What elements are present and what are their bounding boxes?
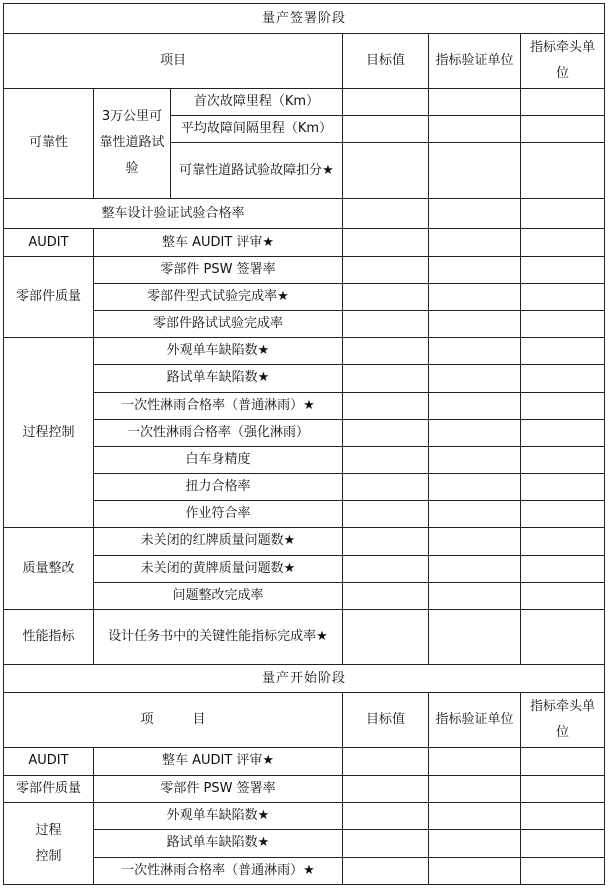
table-row <box>4 830 605 857</box>
value-cell <box>429 528 521 555</box>
table-row <box>4 338 605 365</box>
value-cell <box>521 857 605 884</box>
table-cell: 外观单车缺陷数★ <box>94 338 343 365</box>
table-cell: 整车 AUDIT 评审★ <box>94 747 343 775</box>
table-cell: 路试单车缺陷数★ <box>94 365 343 392</box>
value-cell <box>429 199 521 229</box>
table-row <box>4 528 605 555</box>
table-cell: 平均故障间隔里程（Km） <box>171 115 343 142</box>
table-row <box>4 501 605 528</box>
table-row <box>4 857 605 884</box>
value-cell <box>343 229 429 256</box>
value-cell <box>343 555 429 582</box>
value-cell <box>429 474 521 501</box>
value-cell <box>521 419 605 446</box>
value-cell <box>343 115 429 142</box>
process-label: 过程控制 <box>4 338 94 528</box>
value-cell <box>343 365 429 392</box>
value-cell <box>429 229 521 256</box>
value-cell <box>343 803 429 830</box>
stage1-title: 量产签署阶段 <box>4 4 605 34</box>
header-item: 项目 <box>4 34 343 88</box>
table-cell: 设计任务书中的关键性能指标完成率★ <box>94 609 343 664</box>
value-cell <box>521 803 605 830</box>
header-lead-unit: 指标牵头单位 <box>521 34 605 88</box>
value-cell <box>521 283 605 310</box>
table-row <box>4 311 605 338</box>
value-cell <box>429 446 521 473</box>
value-cell <box>429 582 521 609</box>
value-cell <box>521 256 605 283</box>
table-cell: 路试单车缺陷数★ <box>94 830 343 857</box>
value-cell <box>343 199 429 229</box>
table-cell: 零部件 PSW 签署率 <box>94 776 343 803</box>
value-cell <box>429 609 521 664</box>
value-cell <box>521 338 605 365</box>
value-cell <box>343 528 429 555</box>
header-verify-unit: 指标验证单位 <box>429 693 521 747</box>
value-cell <box>521 776 605 803</box>
value-cell <box>429 88 521 115</box>
table-cell: 扭力合格率 <box>94 474 343 501</box>
quality-indicator-table <box>3 3 605 885</box>
table-cell: 白车身精度 <box>94 446 343 473</box>
value-cell <box>343 501 429 528</box>
value-cell <box>521 142 605 198</box>
table-row <box>4 365 605 392</box>
reliability-label: 可靠性 <box>4 88 94 199</box>
value-cell <box>343 142 429 198</box>
value-cell <box>429 365 521 392</box>
value-cell <box>429 803 521 830</box>
header-target: 目标值 <box>343 34 429 88</box>
value-cell <box>521 747 605 775</box>
stage1-title-row <box>4 4 605 34</box>
value-cell <box>521 474 605 501</box>
stage2-title-row <box>4 665 605 693</box>
audit-label: AUDIT <box>4 747 94 775</box>
table-cell: 可靠性道路试验故障扣分★ <box>171 142 343 198</box>
table-row <box>4 392 605 419</box>
value-cell <box>521 229 605 256</box>
value-cell <box>429 419 521 446</box>
table-row <box>4 283 605 310</box>
table-row <box>4 419 605 446</box>
value-cell <box>429 501 521 528</box>
header-lead-unit: 指标牵头单位 <box>521 693 605 747</box>
reliability-sub-label: 3万公里可靠性道路试验 <box>94 88 171 199</box>
value-cell <box>343 609 429 664</box>
table-cell: 零部件型式试验完成率★ <box>94 283 343 310</box>
audit-label: AUDIT <box>4 229 94 256</box>
table-cell: 外观单车缺陷数★ <box>94 803 343 830</box>
table-cell: 零部件 PSW 签署率 <box>94 256 343 283</box>
table-row <box>4 555 605 582</box>
value-cell <box>343 830 429 857</box>
process-label: 过程控制 <box>4 803 94 885</box>
table-row <box>4 446 605 473</box>
value-cell <box>429 115 521 142</box>
table-cell: 未关闭的黄牌质量问题数★ <box>94 555 343 582</box>
value-cell <box>429 311 521 338</box>
value-cell <box>343 446 429 473</box>
table-row <box>4 88 605 115</box>
value-cell <box>429 142 521 198</box>
value-cell <box>521 830 605 857</box>
value-cell <box>343 392 429 419</box>
value-cell <box>429 747 521 775</box>
value-cell <box>343 311 429 338</box>
value-cell <box>343 419 429 446</box>
value-cell <box>521 365 605 392</box>
stage2-header-row <box>4 693 605 747</box>
value-cell <box>521 392 605 419</box>
table-cell: 一次性淋雨合格率（强化淋雨） <box>94 419 343 446</box>
value-cell <box>429 256 521 283</box>
table-cell: 零部件路试试验完成率 <box>94 311 343 338</box>
table-cell: 问题整改完成率 <box>94 582 343 609</box>
table-row <box>4 199 605 229</box>
value-cell <box>429 776 521 803</box>
quality-fix-label: 质量整改 <box>4 528 94 610</box>
value-cell <box>521 311 605 338</box>
value-cell <box>521 609 605 664</box>
value-cell <box>521 446 605 473</box>
table-cell: 一次性淋雨合格率（普通淋雨）★ <box>94 392 343 419</box>
value-cell <box>521 501 605 528</box>
value-cell <box>521 199 605 229</box>
value-cell <box>429 555 521 582</box>
value-cell <box>521 115 605 142</box>
value-cell <box>521 88 605 115</box>
table-row <box>4 776 605 803</box>
table-row <box>4 609 605 664</box>
header-verify-unit: 指标验证单位 <box>429 34 521 88</box>
table-cell: 首次故障里程（Km） <box>171 88 343 115</box>
value-cell <box>521 555 605 582</box>
table-row <box>4 582 605 609</box>
table-row <box>4 474 605 501</box>
table-cell: 作业符合率 <box>94 501 343 528</box>
table-row <box>4 229 605 256</box>
value-cell <box>343 474 429 501</box>
value-cell <box>343 582 429 609</box>
value-cell <box>429 830 521 857</box>
value-cell <box>343 88 429 115</box>
stage1-header-row <box>4 34 605 88</box>
value-cell <box>429 283 521 310</box>
table-cell: 未关闭的红牌质量问题数★ <box>94 528 343 555</box>
performance-label: 性能指标 <box>4 609 94 664</box>
value-cell <box>521 528 605 555</box>
value-cell <box>343 338 429 365</box>
value-cell <box>429 338 521 365</box>
value-cell <box>343 857 429 884</box>
table-row <box>4 803 605 830</box>
table-row <box>4 747 605 775</box>
parts-label: 零部件质量 <box>4 256 94 338</box>
header-item: 项 目 <box>4 693 343 747</box>
parts-label: 零部件质量 <box>4 776 94 803</box>
value-cell <box>343 747 429 775</box>
table-row <box>4 256 605 283</box>
value-cell <box>521 582 605 609</box>
value-cell <box>343 283 429 310</box>
stage2-title: 量产开始阶段 <box>4 665 605 693</box>
table-cell: 整车 AUDIT 评审★ <box>94 229 343 256</box>
value-cell <box>429 857 521 884</box>
value-cell <box>343 776 429 803</box>
header-target: 目标值 <box>343 693 429 747</box>
value-cell <box>429 392 521 419</box>
table-cell: 一次性淋雨合格率（普通淋雨）★ <box>94 857 343 884</box>
table-cell: 整车设计验证试验合格率 <box>4 199 343 229</box>
value-cell <box>343 256 429 283</box>
